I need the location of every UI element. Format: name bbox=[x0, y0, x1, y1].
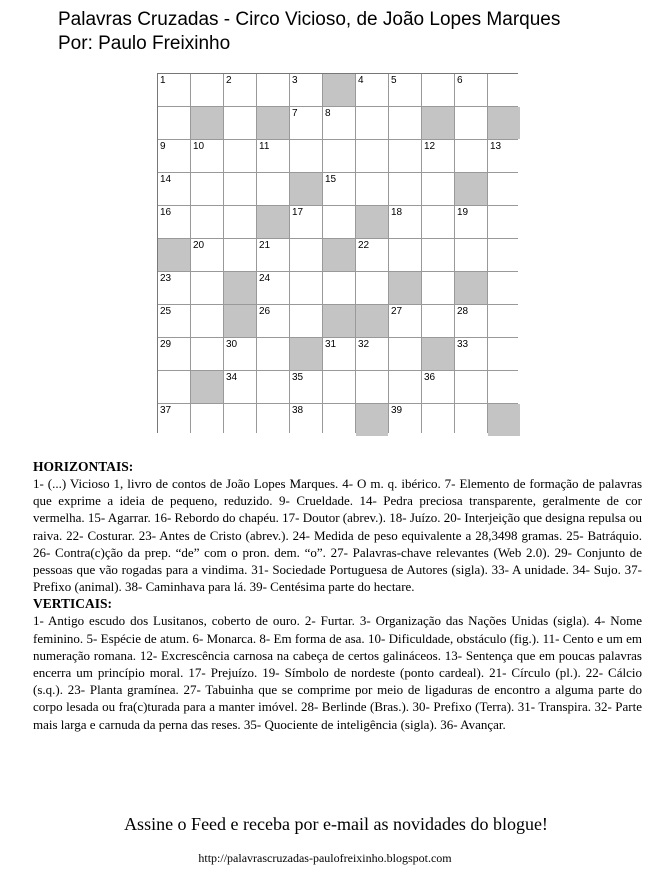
grid-cell[interactable] bbox=[488, 338, 520, 370]
clue-number: 26 bbox=[259, 306, 271, 317]
grid-cell[interactable] bbox=[422, 272, 454, 304]
black-square bbox=[422, 338, 454, 370]
black-square bbox=[356, 305, 388, 337]
grid-cell[interactable] bbox=[158, 107, 190, 139]
black-square bbox=[488, 404, 520, 436]
grid-cell[interactable] bbox=[158, 338, 190, 370]
grid-cell[interactable] bbox=[488, 371, 520, 403]
grid-cell[interactable] bbox=[191, 173, 223, 205]
grid-cell[interactable] bbox=[356, 74, 388, 106]
black-square bbox=[290, 173, 322, 205]
black-square bbox=[191, 107, 223, 139]
grid-cell[interactable] bbox=[323, 338, 355, 370]
grid-cell[interactable] bbox=[389, 338, 421, 370]
grid-cell[interactable] bbox=[389, 206, 421, 238]
black-square bbox=[323, 239, 355, 271]
clue-number: 20 bbox=[193, 240, 205, 251]
grid-cell[interactable] bbox=[389, 371, 421, 403]
grid-cell[interactable] bbox=[422, 140, 454, 172]
black-square bbox=[323, 74, 355, 106]
grid-cell[interactable] bbox=[389, 173, 421, 205]
across-clues: 1- (...) Vicioso 1, livro de contos de João Lopes Marques. 4- O m. q. ibérico. 7- Elemento de formação de palavras que exprime a ideia de pequeno, reduzido. 9- Crueldade. 14- Pedra preciosa transparente, geralmente de cor vermelha. 15- Agarrar. 16- Rebordo do chapéu. 17- Doutor (abrev.). 18- Juízo. 20- Interjeição que designa repulsa ou raiva. 22- Costurar. 23- Antes de Cristo (abrev.). 24- Medida de peso equivalente a 28,3498 gramas. 25- Batráquio. 26- Contra(c)ção da prep. “de” com o pron. dem. “o”. 27- Palavras-chave relevantes (Web 2.0). 29- Conjunto de pessoas que vão rogadas para a vindima. 31- Sociedade Portuguesa de Autores (sigla). 33- A unidade. 34- Sujo. 37- Prefixo (animal). 38- Caminhava para lá. 39- Centésima parte do hectare. bbox=[33, 476, 642, 595]
grid-cell[interactable] bbox=[323, 107, 355, 139]
clue-number: 11 bbox=[259, 141, 270, 152]
grid-cell[interactable] bbox=[191, 305, 223, 337]
grid-cell[interactable] bbox=[158, 173, 190, 205]
grid-cell[interactable] bbox=[389, 74, 421, 106]
grid-cell[interactable] bbox=[422, 173, 454, 205]
clue-number: 25 bbox=[160, 306, 172, 317]
grid-cell[interactable] bbox=[455, 404, 487, 436]
black-square bbox=[323, 305, 355, 337]
grid-cell[interactable] bbox=[323, 173, 355, 205]
grid-cell[interactable] bbox=[488, 272, 520, 304]
grid-cell[interactable] bbox=[488, 206, 520, 238]
clues-section bbox=[33, 458, 642, 733]
clue-number: 21 bbox=[259, 240, 271, 251]
grid-cell[interactable] bbox=[323, 140, 355, 172]
grid-cell[interactable] bbox=[158, 140, 190, 172]
black-square bbox=[158, 239, 190, 271]
grid-cell[interactable] bbox=[191, 206, 223, 238]
clue-number: 14 bbox=[160, 174, 172, 185]
grid-cell[interactable] bbox=[290, 74, 322, 106]
grid-cell[interactable] bbox=[488, 305, 520, 337]
grid-cell[interactable] bbox=[455, 140, 487, 172]
clue-number: 24 bbox=[259, 273, 271, 284]
grid-cell[interactable] bbox=[356, 173, 388, 205]
grid-cell[interactable] bbox=[290, 305, 322, 337]
grid-cell[interactable] bbox=[224, 107, 256, 139]
clue-number: 15 bbox=[325, 174, 337, 185]
grid-cell[interactable] bbox=[356, 239, 388, 271]
grid-cell[interactable] bbox=[257, 404, 289, 436]
grid-cell[interactable] bbox=[257, 140, 289, 172]
grid-cell[interactable] bbox=[389, 140, 421, 172]
clue-number: 1 bbox=[160, 75, 166, 86]
black-square bbox=[257, 206, 289, 238]
grid-cell[interactable] bbox=[389, 107, 421, 139]
clue-number: 19 bbox=[457, 207, 469, 218]
grid-cell[interactable] bbox=[257, 173, 289, 205]
clue-number: 35 bbox=[292, 372, 304, 383]
black-square bbox=[389, 272, 421, 304]
clue-number: 2 bbox=[226, 75, 232, 86]
clue-number: 23 bbox=[160, 273, 172, 284]
grid-cell[interactable] bbox=[191, 239, 223, 271]
clue-number: 33 bbox=[457, 339, 469, 350]
grid-cell[interactable] bbox=[224, 371, 256, 403]
grid-cell[interactable] bbox=[356, 140, 388, 172]
grid-cell[interactable] bbox=[323, 272, 355, 304]
grid-cell[interactable] bbox=[158, 206, 190, 238]
clue-number: 27 bbox=[391, 306, 403, 317]
clue-number: 37 bbox=[160, 405, 172, 416]
grid-cell[interactable] bbox=[356, 272, 388, 304]
grid-cell[interactable] bbox=[290, 404, 322, 436]
grid-cell[interactable] bbox=[488, 74, 520, 106]
grid-cell[interactable] bbox=[488, 140, 520, 172]
grid-cell[interactable] bbox=[257, 338, 289, 370]
clue-number: 28 bbox=[457, 306, 469, 317]
clue-number: 29 bbox=[160, 339, 172, 350]
black-square bbox=[191, 371, 223, 403]
clue-number: 36 bbox=[424, 372, 436, 383]
grid-cell[interactable] bbox=[422, 206, 454, 238]
grid-cell[interactable] bbox=[158, 404, 190, 436]
grid-cell[interactable] bbox=[191, 74, 223, 106]
grid-cell[interactable] bbox=[257, 239, 289, 271]
grid-cell[interactable] bbox=[191, 140, 223, 172]
clue-number: 12 bbox=[424, 141, 436, 152]
grid-cell[interactable] bbox=[422, 371, 454, 403]
grid-cell[interactable] bbox=[389, 404, 421, 436]
clue-number: 38 bbox=[292, 405, 304, 416]
grid-cell[interactable] bbox=[422, 305, 454, 337]
clue-number: 4 bbox=[358, 75, 364, 86]
clue-number: 3 bbox=[292, 75, 298, 86]
grid-cell[interactable] bbox=[455, 338, 487, 370]
feed-message: Assine o Feed e receba por e-mail as novidades do blogue! bbox=[124, 814, 548, 834]
author-line: Por: Paulo Freixinho bbox=[58, 33, 231, 54]
grid-cell[interactable] bbox=[455, 239, 487, 271]
clue-number: 16 bbox=[160, 207, 172, 218]
grid-cell[interactable] bbox=[422, 74, 454, 106]
grid-cell[interactable] bbox=[191, 272, 223, 304]
black-square bbox=[257, 107, 289, 139]
header bbox=[58, 8, 560, 56]
clue-number: 8 bbox=[325, 108, 331, 119]
grid-cell[interactable] bbox=[323, 371, 355, 403]
clue-number: 9 bbox=[160, 141, 166, 152]
grid-cell[interactable] bbox=[422, 404, 454, 436]
black-square bbox=[422, 107, 454, 139]
black-square bbox=[356, 206, 388, 238]
clue-number: 32 bbox=[358, 339, 370, 350]
black-square bbox=[224, 305, 256, 337]
grid-cell[interactable] bbox=[224, 206, 256, 238]
grid-cell[interactable] bbox=[488, 173, 520, 205]
grid-cell[interactable] bbox=[356, 371, 388, 403]
grid-cell[interactable] bbox=[158, 305, 190, 337]
clue-number: 39 bbox=[391, 405, 403, 416]
grid-cell[interactable] bbox=[455, 371, 487, 403]
grid-cell[interactable] bbox=[455, 107, 487, 139]
grid-cell[interactable] bbox=[323, 404, 355, 436]
grid-cell[interactable] bbox=[323, 206, 355, 238]
clue-number: 18 bbox=[391, 207, 403, 218]
black-square bbox=[455, 173, 487, 205]
grid-cell[interactable] bbox=[158, 272, 190, 304]
clue-number: 31 bbox=[325, 339, 337, 350]
clue-number: 5 bbox=[391, 75, 397, 86]
grid-cell[interactable] bbox=[356, 338, 388, 370]
grid-cell[interactable] bbox=[191, 338, 223, 370]
grid-cell[interactable] bbox=[455, 74, 487, 106]
grid-cell[interactable] bbox=[257, 74, 289, 106]
grid-cell[interactable] bbox=[290, 371, 322, 403]
grid-cell[interactable] bbox=[455, 206, 487, 238]
clue-number: 22 bbox=[358, 240, 370, 251]
down-clues: 1- Antigo escudo dos Lusitanos, coberto de ouro. 2- Furtar. 3- Organização das Nações Unidas (sigla). 4- Nome feminino. 5- Espécie de atum. 6- Monarca. 8- Em forma de asa. 10- Dificuldade, obstáculo (fig.). 11- Cento e um em numeração romana. 12- Excrescência carnosa na cabeça de certos galináceos. 13- Sentença que em poucas palavras encerra um princípio moral. 17- Prejuízo. 19- Símbolo de nordeste (ponto cardeal). 21- Círculo (pl.). 22- Cálcio (s.q.). 23- Planta gramínea. 27- Tabuinha que se comprime por meio de ligaduras de encontro a alguma parte do corpo lesada ou fra(c)turada para a manter imóvel. 28- Berlinde (Bras.). 30- Prefixo (Terra). 31- Transpira. 32- Parte mais larga e carnuda da perna das reses. 35- Quociente de inteligência (sigla). 36- Avançar. bbox=[33, 613, 642, 732]
grid-cell[interactable] bbox=[257, 272, 289, 304]
clue-number: 6 bbox=[457, 75, 463, 86]
grid-cell[interactable] bbox=[290, 140, 322, 172]
grid-cell[interactable] bbox=[224, 404, 256, 436]
clue-number: 30 bbox=[226, 339, 238, 350]
grid-cell[interactable] bbox=[191, 404, 223, 436]
down-heading: VERTICAIS: bbox=[33, 596, 113, 612]
clue-number: 7 bbox=[292, 108, 298, 119]
grid-cell[interactable] bbox=[224, 173, 256, 205]
grid-cell[interactable] bbox=[224, 239, 256, 271]
grid-cell[interactable] bbox=[488, 239, 520, 271]
grid-cell[interactable] bbox=[224, 74, 256, 106]
grid-cell[interactable] bbox=[224, 338, 256, 370]
across-heading: HORIZONTAIS: bbox=[33, 459, 134, 474]
clue-number: 10 bbox=[193, 141, 205, 152]
black-square bbox=[290, 338, 322, 370]
grid-cell[interactable] bbox=[257, 371, 289, 403]
black-square bbox=[488, 107, 520, 139]
crossword-grid bbox=[157, 73, 518, 433]
grid-cell[interactable] bbox=[257, 305, 289, 337]
grid-cell[interactable] bbox=[389, 305, 421, 337]
grid-cell[interactable] bbox=[422, 239, 454, 271]
page-title: Palavras Cruzadas - Circo Vicioso, de João Lopes Marques bbox=[58, 9, 561, 30]
black-square bbox=[356, 404, 388, 436]
grid-cell[interactable] bbox=[158, 371, 190, 403]
clue-number: 17 bbox=[292, 207, 304, 218]
grid-cell[interactable] bbox=[290, 239, 322, 271]
blog-url[interactable]: http://palavrascruzadas-paulofreixinho.blogspot.com bbox=[198, 851, 452, 865]
clue-number: 13 bbox=[490, 141, 502, 152]
grid-cell[interactable] bbox=[290, 272, 322, 304]
grid-cell[interactable] bbox=[290, 107, 322, 139]
black-square bbox=[224, 272, 256, 304]
black-square bbox=[455, 272, 487, 304]
grid-cell[interactable] bbox=[158, 74, 190, 106]
grid-cell[interactable] bbox=[224, 140, 256, 172]
grid-cell[interactable] bbox=[455, 305, 487, 337]
grid-cell[interactable] bbox=[356, 107, 388, 139]
clue-number: 34 bbox=[226, 372, 238, 383]
grid-cell[interactable] bbox=[389, 239, 421, 271]
grid-cell[interactable] bbox=[290, 206, 322, 238]
